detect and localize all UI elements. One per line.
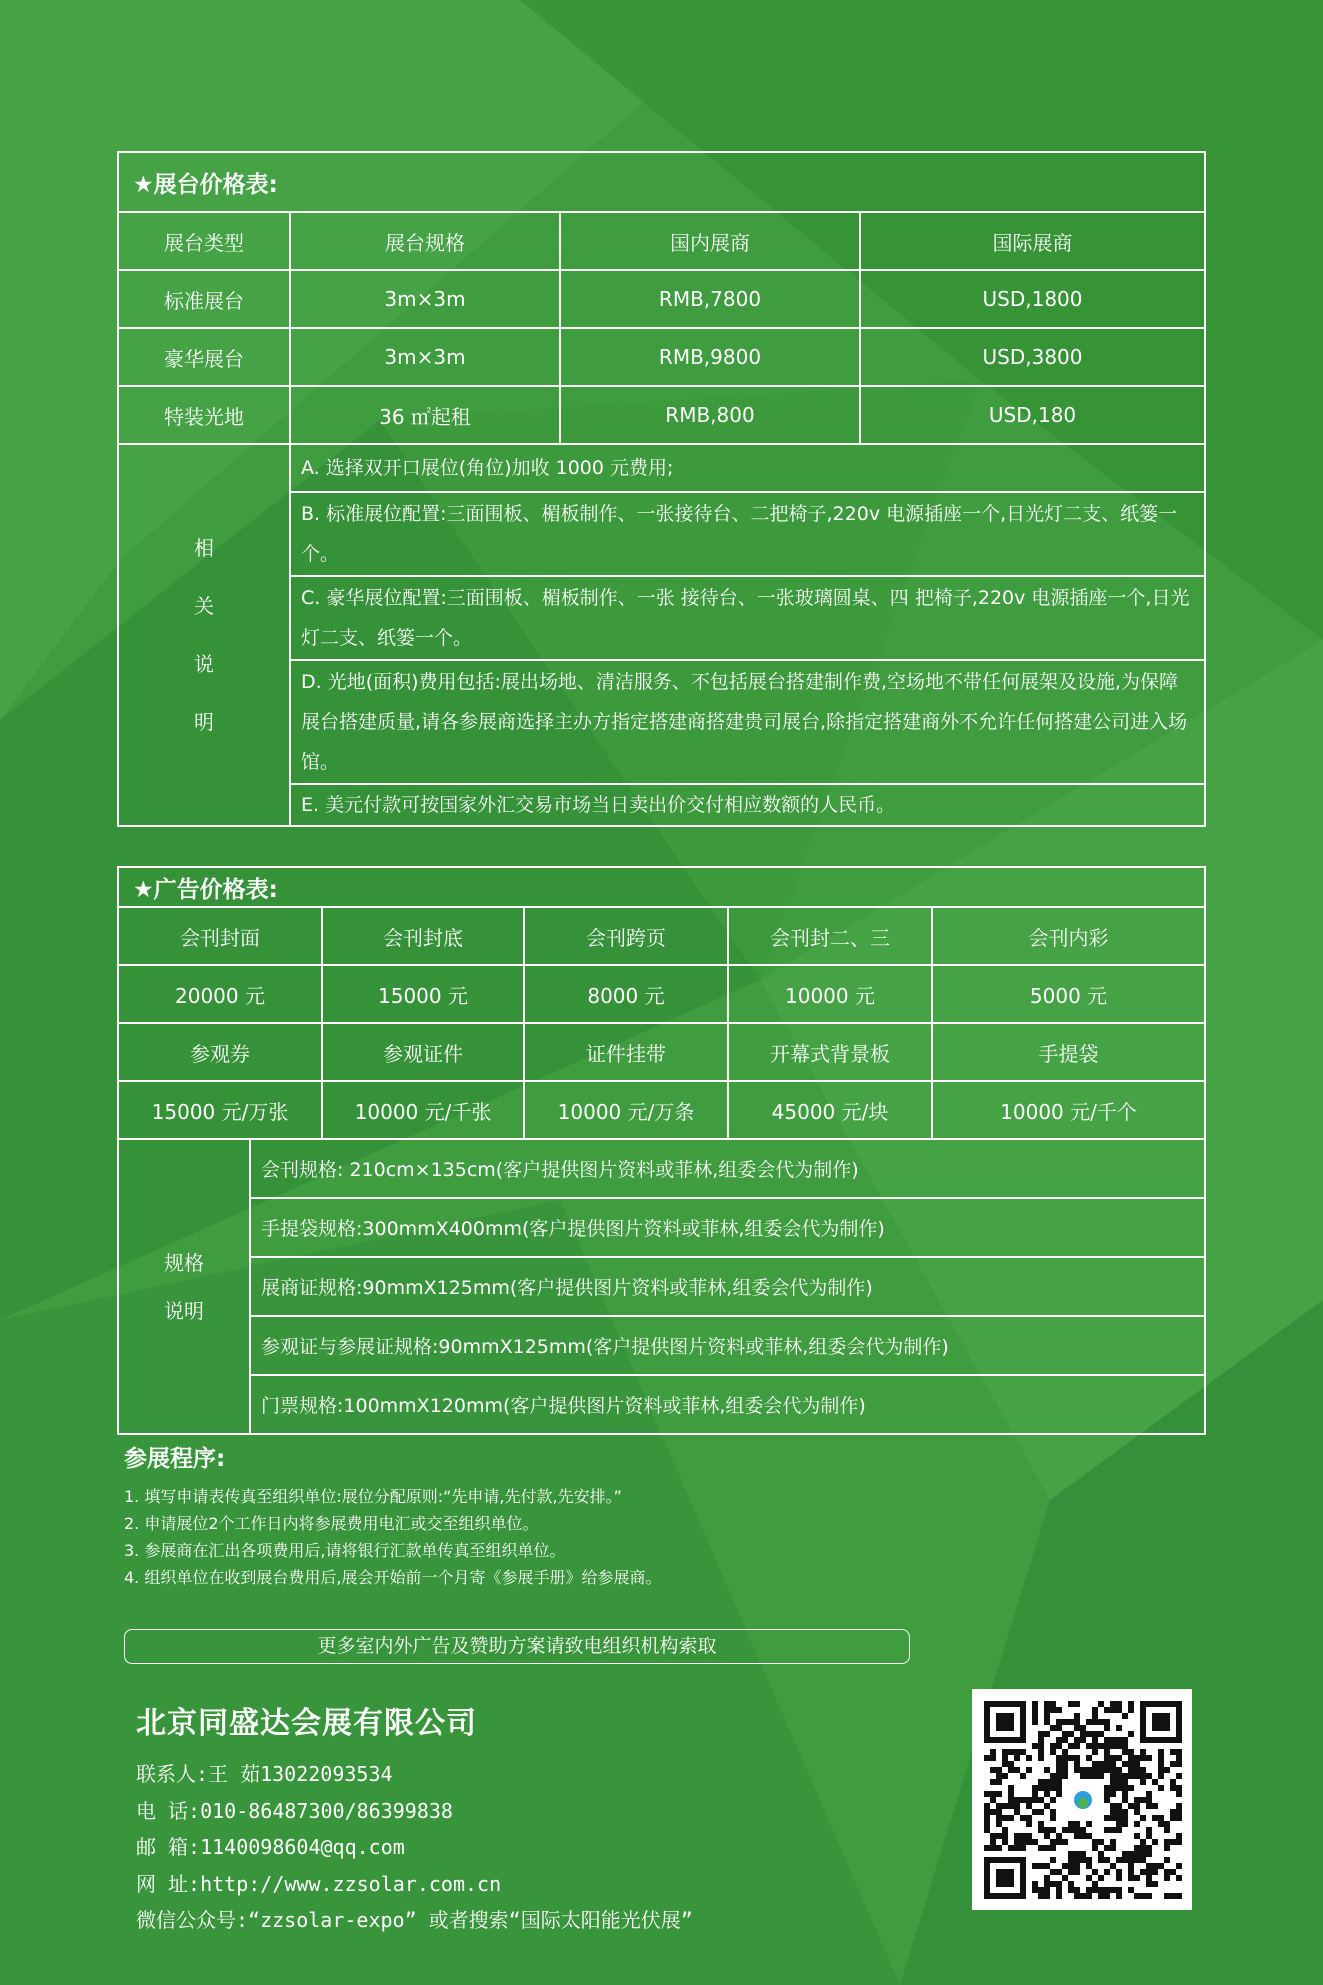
- booth-domestic-price: RMB,7800: [560, 270, 860, 328]
- ad-label-row: [118, 907, 1205, 965]
- booth-spec: 3m×3m: [290, 270, 560, 328]
- ad-price: 45000 元/块: [728, 1081, 932, 1139]
- booth-header-row: [118, 212, 1205, 270]
- spec-ticket: 门票规格:100mmX120mm(客户提供图片资料或菲林,组委会代为制作): [250, 1375, 1205, 1434]
- spec-label-line: 规格: [164, 1250, 204, 1275]
- booth-domestic-price: RMB,800: [560, 386, 860, 444]
- ad-price-row: [118, 1081, 1205, 1139]
- procedure-section: [124, 1440, 1024, 1591]
- ad-item: 会刊封二、三: [728, 907, 932, 965]
- ad-item: 参观证件: [322, 1023, 524, 1081]
- note-c: C. 豪华展位配置:三面围板、楣板制作、一张 接待台、一张玻璃圆桌、四 把椅子,220v 电源插座一个,日光灯二支、纸篓一个。: [290, 576, 1205, 660]
- ad-item: 会刊封底: [322, 907, 524, 965]
- procedure-step: 1. 填写申请表传真至组织单位:展位分配原则:“先申请,先付款,先安排。”: [124, 1487, 622, 1506]
- ad-price: 10000 元/万条: [524, 1081, 728, 1139]
- spec-bag: 手提袋规格:300mmX400mm(客户提供图片资料或菲林,组委会代为制作): [250, 1198, 1205, 1257]
- ad-item: 证件挂带: [524, 1023, 728, 1081]
- ad-price: 15000 元: [322, 965, 524, 1023]
- procedure-step: 2. 申请展位2个工作日内将参展费用电汇或交至组织单位。: [124, 1514, 539, 1533]
- ad-price: 10000 元/千个: [932, 1081, 1205, 1139]
- booth-type: 特装光地: [118, 386, 290, 444]
- ad-label-row: [118, 1023, 1205, 1081]
- header-booth-type: 展台类型: [118, 212, 290, 270]
- notes-label-char: 相: [194, 536, 214, 560]
- notes-label: [118, 444, 290, 826]
- booth-domestic-price: RMB,9800: [560, 328, 860, 386]
- booth-type: 标准展台: [118, 270, 290, 328]
- booth-international-price: USD,3800: [860, 328, 1205, 386]
- header-international: 国际展商: [860, 212, 1205, 270]
- spec-label: [118, 1139, 250, 1434]
- notes-label-char: 关: [194, 594, 214, 618]
- procedure-title: 参展程序:: [124, 1446, 226, 1472]
- spec-exhibitor-badge: 展商证规格:90mmX125mm(客户提供图片资料或菲林,组委会代为制作): [250, 1257, 1205, 1316]
- ad-price-table: [117, 866, 1206, 1435]
- ad-item: 会刊跨页: [524, 907, 728, 965]
- ad-price: 5000 元: [932, 965, 1205, 1023]
- booth-spec: 3m×3m: [290, 328, 560, 386]
- ad-item: 开幕式背景板: [728, 1023, 932, 1081]
- table-row: [118, 270, 1205, 328]
- booth-price-table: [117, 151, 1206, 827]
- company-info: [136, 1698, 956, 1939]
- booth-international-price: USD,1800: [860, 270, 1205, 328]
- sponsorship-banner: 更多室内外广告及赞助方案请致电组织机构索取: [124, 1629, 910, 1664]
- ad-price: 10000 元: [728, 965, 932, 1023]
- note-b: B. 标准展位配置:三面围板、楣板制作、一张接待台、二把椅子,220v 电源插座一个,日光灯二支、纸篓一个。: [290, 492, 1205, 576]
- booth-table-title: ★展台价格表:: [118, 152, 1205, 212]
- website: 网 址:http://www.zzsolar.com.cn: [136, 1871, 502, 1896]
- ad-price: 20000 元: [118, 965, 322, 1023]
- note-d: D. 光地(面积)费用包括:展出场地、清洁服务、不包括展台搭建制作费,空场地不带任何展架及设施,为保障展台搭建质量,请各参展商选择主办方指定搭建商搭建贵司展台,除指定搭建商外不允许任何搭建公司进入场馆。: [290, 660, 1205, 784]
- header-domestic: 国内展商: [560, 212, 860, 270]
- qr-code-icon: [972, 1689, 1192, 1910]
- contact-person: 联系人:王 茹13022093534: [136, 1762, 393, 1786]
- ad-price: 10000 元/千张: [322, 1081, 524, 1139]
- phone: 电 话:010-86487300/86399838: [136, 1798, 453, 1823]
- header-booth-spec: 展台规格: [290, 212, 560, 270]
- ad-item: 会刊内彩: [932, 907, 1205, 965]
- ad-price-row: [118, 965, 1205, 1023]
- ad-price: 8000 元: [524, 965, 728, 1023]
- procedure-step: 3. 参展商在汇出各项费用后,请将银行汇款单传真至组织单位。: [124, 1541, 566, 1560]
- booth-type: 豪华展台: [118, 328, 290, 386]
- notes-row: [118, 444, 1205, 492]
- note-a: A. 选择双开口展位(角位)加收 1000 元费用;: [290, 444, 1205, 492]
- ad-price: 15000 元/万张: [118, 1081, 322, 1139]
- spec-label-line: 说明: [164, 1298, 204, 1323]
- ad-item: 手提袋: [932, 1023, 1205, 1081]
- company-name: 北京同盛达会展有限公司: [136, 1706, 477, 1741]
- ad-table-title: ★广告价格表:: [118, 867, 1205, 907]
- ad-item: 参观券: [118, 1023, 322, 1081]
- table-row: [118, 328, 1205, 386]
- procedure-step: 4. 组织单位在收到展台费用后,展会开始前一个月寄《参展手册》给参展商。: [124, 1568, 662, 1587]
- spec-visitor-badge: 参观证与参展证规格:90mmX125mm(客户提供图片资料或菲林,组委会代为制作): [250, 1316, 1205, 1375]
- notes-label-char: 说: [194, 652, 214, 676]
- booth-international-price: USD,180: [860, 386, 1205, 444]
- booth-spec: 36 ㎡起租: [290, 386, 560, 444]
- wechat: 微信公众号:“zzsolar-expo” 或者搜索“国际太阳能光伏展”: [136, 1908, 693, 1932]
- email: 邮 箱:1140098604@qq.com: [136, 1835, 405, 1859]
- note-e: E. 美元付款可按国家外汇交易市场当日卖出价交付相应数额的人民币。: [290, 784, 1205, 826]
- table-row: [118, 386, 1205, 444]
- notes-label-char: 明: [194, 710, 214, 734]
- ad-item: 会刊封面: [118, 907, 322, 965]
- spec-catalog: 会刊规格: 210cm×135cm(客户提供图片资料或菲林,组委会代为制作): [250, 1139, 1205, 1198]
